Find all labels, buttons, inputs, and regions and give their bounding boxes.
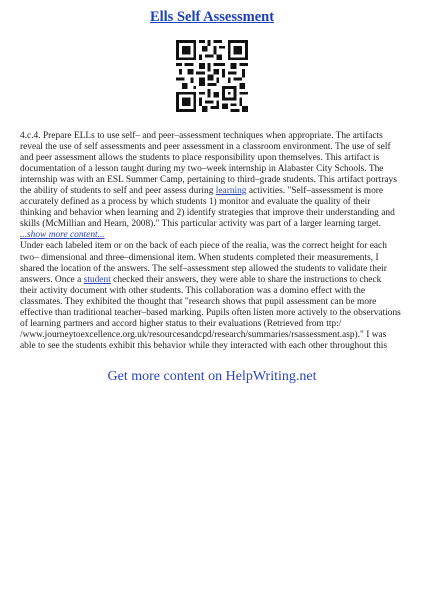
page-title[interactable]: Ells Self Assessment	[149, 9, 275, 25]
text-line: effective than traditional teacher–based marking. Pupils often listen more actively to the observations	[20, 307, 401, 318]
text-line: of learning partners and accord higher status to their evaluations (Retrieved from ttp:/	[20, 318, 342, 329]
text-line: skills (McMillian and Hearn, 2008)." This particular activity was part of a larger learning target.	[20, 219, 381, 230]
text-line: internship was with an ESL Summer Camp, pertaining to third–grade students. This artifact portrays	[20, 175, 397, 186]
show-more-link[interactable]: ...show more content...	[20, 230, 105, 241]
text-line: reveal the use of self assessments and peer assessment in a classroom environment. The use of self	[20, 142, 391, 153]
text-segment: checked their answers, they were able to share the instructions to check	[110, 274, 382, 285]
text-line: their activity document with other students. This collaboration was a domino effect with the	[20, 285, 366, 296]
text-line: 4.c.4. Prepare ELLs to use self– and peer–assessment techniques when appropriate. The artifacts	[20, 131, 383, 141]
text-line: shared the location of the answers. The self–assessment step allowed the students to validate their	[20, 263, 387, 274]
text-line: Under each labeled item or on the back of each piece of the realia, was the correct height for each	[20, 241, 387, 252]
text-line	[20, 186, 408, 197]
text-line: accurately defined as a process by which students 1) monitor and evaluate the quality of their	[20, 197, 371, 208]
get-more-content-link[interactable]: Get more content on HelpWriting.net	[107, 369, 317, 384]
text-segment: answers. Once a	[20, 274, 84, 285]
text-line: documentation of a lesson taught during my two–week internship in Alabaster City Schools. The	[20, 164, 384, 175]
text-segment: activities. "Self–assessment is more	[246, 186, 384, 197]
text-line: classmates. They exhibited the thought that "research shows that pupil assessment can be more	[20, 296, 377, 307]
text-line: and peer assessment allows the students to place responsibility upon themselves. This artifact is	[20, 153, 380, 164]
qr-code-icon	[176, 40, 248, 112]
text-segment: the ability of students to self and peer assess during	[20, 186, 216, 197]
text-line: /www.journeytoexcellence.org.uk/resourcesandcpd/research/summaries/rsassessment.asp)." I was	[20, 329, 387, 340]
text-line: two– dimensional and three–dimensional item. When students completed their measurements, I	[20, 252, 379, 263]
text-line: able to see the students exhibit this behavior while they interacted with each other throughout this	[20, 340, 388, 351]
student-link[interactable]: student	[83, 274, 111, 285]
text-line	[20, 275, 408, 286]
text-line: thinking and behavior when learning and 2) identify strategies that improve their understanding and	[20, 208, 395, 219]
document-body	[20, 131, 408, 352]
learning-link[interactable]: learning	[215, 186, 247, 197]
